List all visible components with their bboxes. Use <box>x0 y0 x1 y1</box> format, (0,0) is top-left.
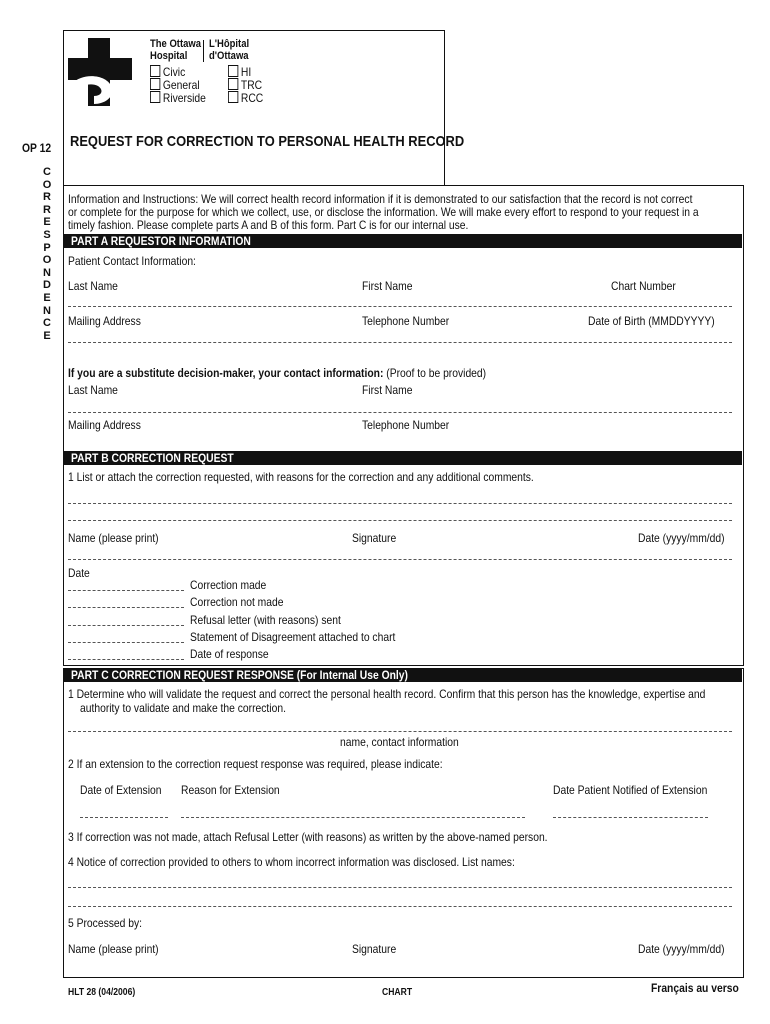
form-code: OP 12 <box>22 141 52 155</box>
sdm-last-name-label: Last Name <box>68 383 118 397</box>
part-c-date-label: Date (yyyy/mm/dd) <box>638 942 725 956</box>
reason-extension-line[interactable] <box>181 817 525 818</box>
date-extension-line[interactable] <box>80 817 168 818</box>
footer-chart: CHART <box>382 987 413 998</box>
side-label-letter: E <box>43 216 51 229</box>
correction-line-2[interactable] <box>68 520 732 521</box>
date-notified-label: Date Patient Notified of Extension <box>553 783 708 797</box>
checklist-item-label: Correction made <box>190 578 267 592</box>
footer-french: Français au verso <box>651 981 739 995</box>
checklist-date-line[interactable] <box>68 659 184 660</box>
part-c-item-2: 2 If an extension to the correction request response was required, please indicate: <box>68 757 443 771</box>
name-contact-label: name, contact information <box>340 735 459 749</box>
side-label-letter: E <box>43 329 51 342</box>
correction-line-1[interactable] <box>68 503 732 504</box>
checklist-item-label: Correction not made <box>190 595 284 610</box>
part-c-item-1-line-1: 1 Determine who will validate the request and correct the personal health record. Confirm that this person has the knowledge, expertise and <box>68 687 706 701</box>
reason-extension-label: Reason for Extension <box>181 783 280 797</box>
sdm-first-name-label: First Name <box>362 383 413 397</box>
side-label-letter: E <box>43 292 51 304</box>
checklist-item-label: Refusal letter (with reasons) sent <box>190 612 341 627</box>
notice-line-2[interactable] <box>68 906 732 907</box>
side-label-letter: C <box>43 166 51 178</box>
footer-form-id: HLT 28 (04/2006) <box>68 987 136 998</box>
part-c-item-5: 5 Processed by: <box>68 916 143 930</box>
checklist-date-label: Date <box>68 566 90 580</box>
part-a-heading-bar <box>63 234 742 248</box>
part-c-item-4: 4 Notice of correction provided to others to whom incorrect information was disclosed. List names: <box>68 855 515 869</box>
form-title: REQUEST FOR CORRECTION TO PERSONAL HEALTH RECORD <box>70 133 465 150</box>
part-b-signature-line[interactable] <box>68 559 732 560</box>
sdm-telephone-label: Telephone Number <box>362 418 450 432</box>
campus-checkbox-trc[interactable]: TRC <box>228 78 262 92</box>
side-label-letter: N <box>43 304 51 317</box>
part-c-item-1-line-2: authority to validate and make the correction. <box>80 701 286 715</box>
side-label-letter: O <box>42 178 52 191</box>
sdm-mailing-label: Mailing Address <box>68 418 141 432</box>
org-name-fr-1: L'Hôpital <box>209 38 250 50</box>
campus-checkbox-rcc[interactable]: RCC <box>228 91 263 105</box>
patient-name-line[interactable] <box>68 306 732 307</box>
campus-checkbox-general[interactable]: General <box>150 78 200 92</box>
notice-line-1[interactable] <box>68 887 732 888</box>
intro-line-2: or complete for the purpose for which we collect, use, or disclose the information. We will make every effort to respond to your request in a <box>68 205 699 219</box>
campus-checkbox-civic[interactable]: Civic <box>150 65 185 79</box>
hospital-logo-icon <box>68 38 132 106</box>
campus-checkbox-hi[interactable]: HI <box>228 65 251 79</box>
patient-contact-label: Patient Contact Information: <box>68 254 196 268</box>
checklist-date-line[interactable] <box>68 625 184 626</box>
part-c-signature-label: Signature <box>352 942 397 956</box>
part-b-heading-bar <box>63 451 742 465</box>
part-b-signature-label: Signature <box>352 531 397 545</box>
validator-line[interactable] <box>68 731 732 732</box>
sdm-name-line[interactable] <box>68 412 732 413</box>
campus-checkbox-riverside[interactable]: Riverside <box>150 91 206 105</box>
intro-line-1: Information and Instructions: We will correct health record information if it is demonstrated to our satisfaction that the record is not correct <box>68 192 693 206</box>
date-notified-line[interactable] <box>553 817 708 818</box>
patient-address-line[interactable] <box>68 342 732 343</box>
intro-line-3: timely fashion. Please complete parts A and B of this form. Part C is for our internal use. <box>68 218 469 232</box>
telephone-label: Telephone Number <box>362 314 450 328</box>
side-label-letter: P <box>43 241 51 254</box>
side-label-letter: N <box>43 266 51 279</box>
side-label-letter: S <box>43 229 51 241</box>
part-b-item-1: 1 List or attach the correction requested, with reasons for the correction and any additional comments. <box>68 470 534 484</box>
side-label-letter: R <box>43 203 51 216</box>
part-b-name-label: Name (please print) <box>68 531 159 545</box>
org-name-fr-2: d'Ottawa <box>209 50 249 62</box>
first-name-label: First Name <box>362 279 413 293</box>
org-divider <box>203 40 204 62</box>
side-label-letter: R <box>43 191 51 204</box>
checklist-date-line[interactable] <box>68 607 184 608</box>
checklist-item-label: Date of response <box>190 647 269 662</box>
part-b-heading: PART B CORRECTION REQUEST <box>71 451 234 465</box>
sdm-info: If you are a substitute decision-maker, your contact information: (Proof to be provided) <box>68 366 487 380</box>
side-label-letter: C <box>43 317 51 330</box>
part-a-heading: PART A REQUESTOR INFORMATION <box>71 234 251 248</box>
side-label-letter: D <box>43 279 51 292</box>
part-c-heading-bar <box>63 668 742 682</box>
mailing-address-label: Mailing Address <box>68 314 141 328</box>
checklist-date-line[interactable] <box>68 590 184 591</box>
last-name-label: Last Name <box>68 279 118 293</box>
part-c-item-3: 3 If correction was not made, attach Refusal Letter (with reasons) as written by the above-named person. <box>68 830 548 844</box>
org-name-en-1: The Ottawa <box>150 38 201 50</box>
side-label-letter: O <box>42 254 52 267</box>
part-c-name-label: Name (please print) <box>68 942 159 956</box>
org-name-en-2: Hospital <box>150 50 188 62</box>
chart-number-label: Chart Number <box>611 279 676 293</box>
part-b-date-label: Date (yyyy/mm/dd) <box>638 531 725 545</box>
date-extension-label: Date of Extension <box>80 783 162 797</box>
checklist-item-label: Statement of Disagreement attached to chart <box>190 629 396 644</box>
part-c-heading: PART C CORRECTION REQUEST RESPONSE (For Internal Use Only) <box>71 668 408 682</box>
dob-label: Date of Birth (MMDDYYYY) <box>588 314 715 328</box>
checklist-date-line[interactable] <box>68 642 184 643</box>
